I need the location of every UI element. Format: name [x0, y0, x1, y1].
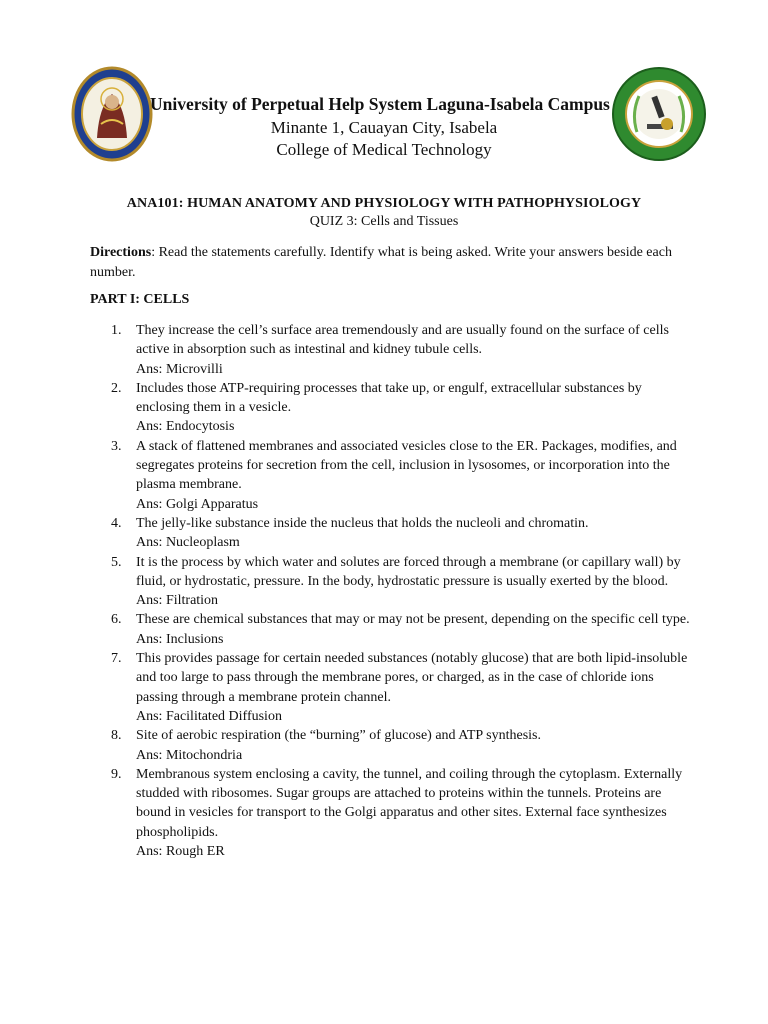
question-text: Site of aerobic respiration (the “burning” of glucose) and ATP synthesis. — [136, 728, 541, 744]
answer-text: Ans: Nucleoplasm — [136, 535, 240, 551]
question-text: This provides passage for certain needed substances (notably glucose) that are both lipid-insoluble and too large to pass through the membrane pores, or charged, as in the case of chloride ions passing through a membrane protein channel. — [136, 651, 688, 705]
question-item — [90, 553, 690, 611]
directions-text: : Read the statements carefully. Identify what is being asked. Write your answers beside each number. — [90, 245, 672, 280]
answer-text: Ans: Inclusions — [136, 631, 224, 647]
question-number: 8. — [111, 728, 122, 744]
question-number: 7. — [111, 651, 122, 667]
answer-text: Ans: Endocytosis — [136, 419, 235, 435]
course-title: ANA101: HUMAN ANATOMY AND PHYSIOLOGY WITH PATHOPHYSIOLOGY — [126, 196, 642, 211]
answer-text: Ans: Facilitated Diffusion — [136, 708, 282, 724]
question-item — [90, 765, 690, 861]
campus-address: Minante 1, Cauayan City, Isabela — [270, 118, 498, 137]
question-number: 4. — [111, 515, 122, 531]
question-number: 3. — [111, 438, 122, 454]
question-item — [90, 726, 690, 765]
question-text: Includes those ATP-requiring processes that take up, or engulf, extracellular substances by enclosing them in a vesicle. — [136, 380, 642, 416]
directions-paragraph — [90, 243, 690, 282]
question-number: 6. — [111, 612, 122, 628]
answer-text: Ans: Mitochondria — [136, 747, 243, 763]
question-item — [90, 610, 690, 649]
university-name: University of Perpetual Help System Laguna-Isabela Campus — [150, 94, 610, 114]
question-item — [90, 649, 690, 726]
question-number: 5. — [111, 554, 122, 570]
college-name: College of Medical Technology — [276, 140, 492, 159]
question-text: They increase the cell’s surface area tremendously and are usually found on the surface of cells active in absorption such as intestinal and kidney tubule cells. — [136, 323, 669, 358]
directions-label: Directions — [90, 245, 152, 260]
question-text: Membranous system enclosing a cavity, the tunnel, and coiling through the cytoplasm. Externally studded with ribosomes. Sugar groups are attached to proteins within the tunnels. Proteins are bound in vesicles for transport to the Golgi apparatus and other sites. External face synthesizes phospholipids. — [136, 766, 683, 840]
question-item — [90, 321, 690, 379]
question-list — [90, 321, 690, 861]
part-heading: PART I: CELLS — [90, 292, 190, 307]
question-number: 1. — [111, 323, 122, 338]
answer-text: Ans: Filtration — [136, 593, 219, 609]
answer-text: Ans: Rough ER — [136, 844, 225, 860]
question-item — [90, 437, 690, 514]
question-text: These are chemical substances that may or may not be present, depending on the specific cell type. — [136, 612, 690, 628]
answer-text: Ans: Golgi Apparatus — [136, 496, 259, 512]
question-item — [90, 514, 690, 553]
question-text: A stack of flattened membranes and associated vesicles close to the ER. Packages, modifies, and segregates proteins for secretion from the cell, inclusion in lysosomes, or incorporation into the plasma membrane. — [136, 438, 677, 493]
question-text: The jelly-like substance inside the nucleus that holds the nucleoli and chromatin. — [136, 515, 589, 531]
question-number: 9. — [111, 766, 122, 782]
quiz-title: QUIZ 3: Cells and Tissues — [309, 214, 459, 229]
question-item — [90, 379, 690, 437]
question-text: It is the process by which water and solutes are forced through a membrane (or capillary wall) by fluid, or hydrostatic, pressure. In the body, hydrostatic pressure is usually exerted by the blood. — [136, 554, 681, 589]
answer-text: Ans: Microvilli — [136, 361, 223, 377]
question-number: 2. — [111, 380, 122, 396]
